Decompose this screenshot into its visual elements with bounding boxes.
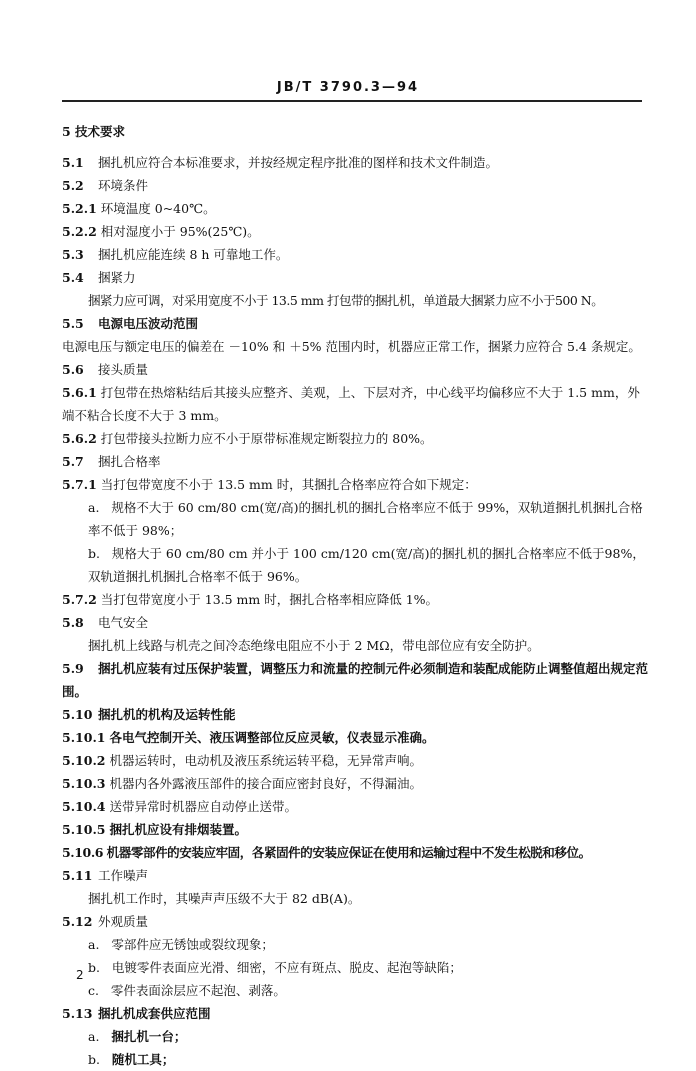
clause — [62, 772, 652, 795]
list-marker: a. — [88, 500, 100, 515]
clause — [62, 910, 652, 933]
list-marker: a. — [88, 1029, 100, 1044]
clause-number: 5.12 — [62, 914, 93, 929]
clause-number: 5.4 — [62, 270, 84, 285]
clause — [62, 358, 652, 381]
clause-text: 捆扎机应装有过压保护装置，调整压力和流量的控制元件必须制造和装配成能防止调整值超出规定范围。 — [62, 661, 648, 699]
clause-body: 捆扎机上线路与机壳之间冷态绝缘电阻应不小于 2 MΩ，带电部位应有安全防护。 — [88, 638, 540, 653]
clause — [62, 220, 652, 243]
clause — [62, 588, 652, 611]
clause-text: 各电气控制开关、液压调整部位反应灵敏，仪表显示准确。 — [109, 730, 435, 745]
clause-text: 捆扎合格率 — [97, 454, 161, 469]
document-body — [62, 118, 652, 1071]
clause-text: 工作噪声 — [97, 868, 148, 883]
clause — [62, 703, 652, 726]
clause — [62, 749, 652, 772]
clause-body: 捆紧力应可调，对采用宽度不小于 13.5 mm 打包带的捆扎机，单道最大捆紧力应不小于500 N。 — [88, 293, 604, 308]
clause — [62, 381, 652, 427]
list-text: 零件表面涂层应不起泡、剥落。 — [110, 983, 286, 998]
list-text: 捆扎机一台； — [111, 1029, 187, 1044]
list-item — [62, 1048, 652, 1071]
clause-text: 捆扎机成套供应范围 — [97, 1006, 211, 1021]
clause-number: 5.10.3 — [62, 776, 106, 791]
clause — [62, 1002, 652, 1025]
clause — [62, 726, 652, 749]
clause-number: 5.8 — [62, 615, 84, 630]
clause-text: 当打包带宽度小于 13.5 mm 时，捆扎合格率相应降低 1%。 — [100, 592, 439, 607]
clause — [62, 473, 652, 496]
clause-text: 当打包带宽度不小于 13.5 mm 时，其捆扎合格率应符合如下规定： — [100, 477, 477, 492]
clause-number: 5.10.5 — [62, 822, 106, 837]
list-item — [62, 933, 652, 956]
clause-number: 5.10.6 — [62, 845, 104, 860]
clause-text: 捆扎机应符合本标准要求，并按经规定程序批准的图样和技术文件制造。 — [97, 155, 498, 170]
clause — [62, 174, 652, 197]
clause-number: 5.11 — [62, 868, 93, 883]
list-item — [62, 542, 652, 588]
clause-number: 5.1 — [62, 155, 84, 170]
clause — [62, 266, 652, 289]
clause — [62, 795, 652, 818]
clause — [62, 151, 652, 174]
clause — [62, 197, 652, 220]
header-rule — [62, 100, 642, 102]
clause-number: 5.2.1 — [62, 201, 97, 216]
clause-number: 5.13 — [62, 1006, 93, 1021]
clause-text: 环境条件 — [97, 178, 148, 193]
clause-body: 捆扎机工作时，其噪声声压级不大于 82 dB(A)。 — [88, 891, 361, 906]
list-item — [62, 979, 652, 1002]
clause-text: 打包带接头拉断力应不小于原带标准规定断裂拉力的 80%。 — [100, 431, 433, 446]
clause — [62, 657, 652, 703]
clause-number: 5.7.1 — [62, 477, 97, 492]
clause — [62, 312, 652, 335]
clause — [62, 243, 652, 266]
clause-number: 5.2.2 — [62, 224, 97, 239]
list-text: 随机工具； — [111, 1052, 175, 1067]
clause — [62, 450, 652, 473]
clause-text: 机器零部件的安装应牢固，各紧固件的安装应保证在使用和运输过程中不发生松脱和移位。 — [106, 845, 591, 860]
clause-number: 5.6.1 — [62, 385, 97, 400]
page-number: 2 — [76, 968, 84, 982]
clause — [62, 818, 652, 841]
clause-body: 电源电压与额定电压的偏差在 －10% 和 ＋5% 范围内时，机器应正常工作，捆紧力应符合 5.4 条规定。 — [62, 339, 641, 354]
clause-text: 电气安全 — [97, 615, 148, 630]
clause-number: 5.10.1 — [62, 730, 106, 745]
clause-text: 外观质量 — [97, 914, 148, 929]
list-text: 规格大于 60 cm/80 cm 并小于 100 cm/120 cm(宽/高)的捆扎机的捆扎合格率应不低于98%，双轨道捆扎机捆扎合格率不低于 96%。 — [88, 546, 645, 584]
clause — [62, 611, 652, 634]
clause-text: 捆扎机应设有排烟装置。 — [109, 822, 247, 837]
clause-text: 机器内各外露液压部件的接合面应密封良好，不得漏油。 — [109, 776, 422, 791]
list-item — [62, 1025, 652, 1048]
clause-text: 相对湿度小于 95%(25℃)。 — [100, 224, 260, 239]
list-text: 零部件应无锈蚀或裂纹现象； — [111, 937, 274, 952]
clause-number: 5.7.2 — [62, 592, 97, 607]
clause-number: 5.6.2 — [62, 431, 97, 446]
clause-number: 5.2 — [62, 178, 84, 193]
clause-number: 5.3 — [62, 247, 84, 262]
clause-text: 捆紧力 — [97, 270, 136, 285]
clause-number: 5.7 — [62, 454, 84, 469]
list-marker: a. — [88, 937, 100, 952]
clause-number: 5.10 — [62, 707, 93, 722]
clause — [62, 427, 652, 450]
clause-text: 打包带在热熔粘结后其接头应整齐、美观，上、下层对齐，中心线平均偏移应不大于 1.5 mm，外端不粘合长度不大于 3 mm。 — [62, 385, 640, 423]
clause-number: 5.10.2 — [62, 753, 106, 768]
clause-text: 捆扎机的机构及运转性能 — [97, 707, 236, 722]
list-text: 电镀零件表面应光滑、细密，不应有斑点、脱皮、起泡等缺陷； — [111, 960, 462, 975]
list-item — [62, 956, 652, 979]
clause-number: 5.10.4 — [62, 799, 106, 814]
list-marker: c. — [88, 983, 99, 998]
clause-text: 环境温度 0~40℃。 — [100, 201, 216, 216]
clause-text: 接头质量 — [97, 362, 148, 377]
clause-text: 送带异常时机器应自动停止送带。 — [109, 799, 297, 814]
list-item — [62, 496, 652, 542]
list-marker: b. — [88, 1052, 100, 1067]
document-header: JB/T 3790.3—94 — [276, 80, 420, 95]
clause-text: 电源电压波动范围 — [97, 316, 198, 331]
clause-number: 5.5 — [62, 316, 84, 331]
clause-text: 机器运转时，电动机及液压系统运转平稳，无异常声响。 — [109, 753, 422, 768]
clause — [62, 841, 652, 864]
clause-text: 捆扎机应能连续 8 h 可靠地工作。 — [97, 247, 289, 262]
list-marker: b. — [88, 546, 100, 561]
list-text: 规格不大于 60 cm/80 cm(宽/高)的捆扎机的捆扎合格率应不低于 99%，双轨道捆扎机捆扎合格率不低于 98%； — [88, 500, 643, 538]
clause-number: 5.9 — [62, 661, 84, 676]
clause — [62, 864, 652, 887]
clause-number: 5.6 — [62, 362, 84, 377]
list-marker: b. — [88, 960, 100, 975]
section-title: 5 技术要求 — [62, 124, 126, 139]
